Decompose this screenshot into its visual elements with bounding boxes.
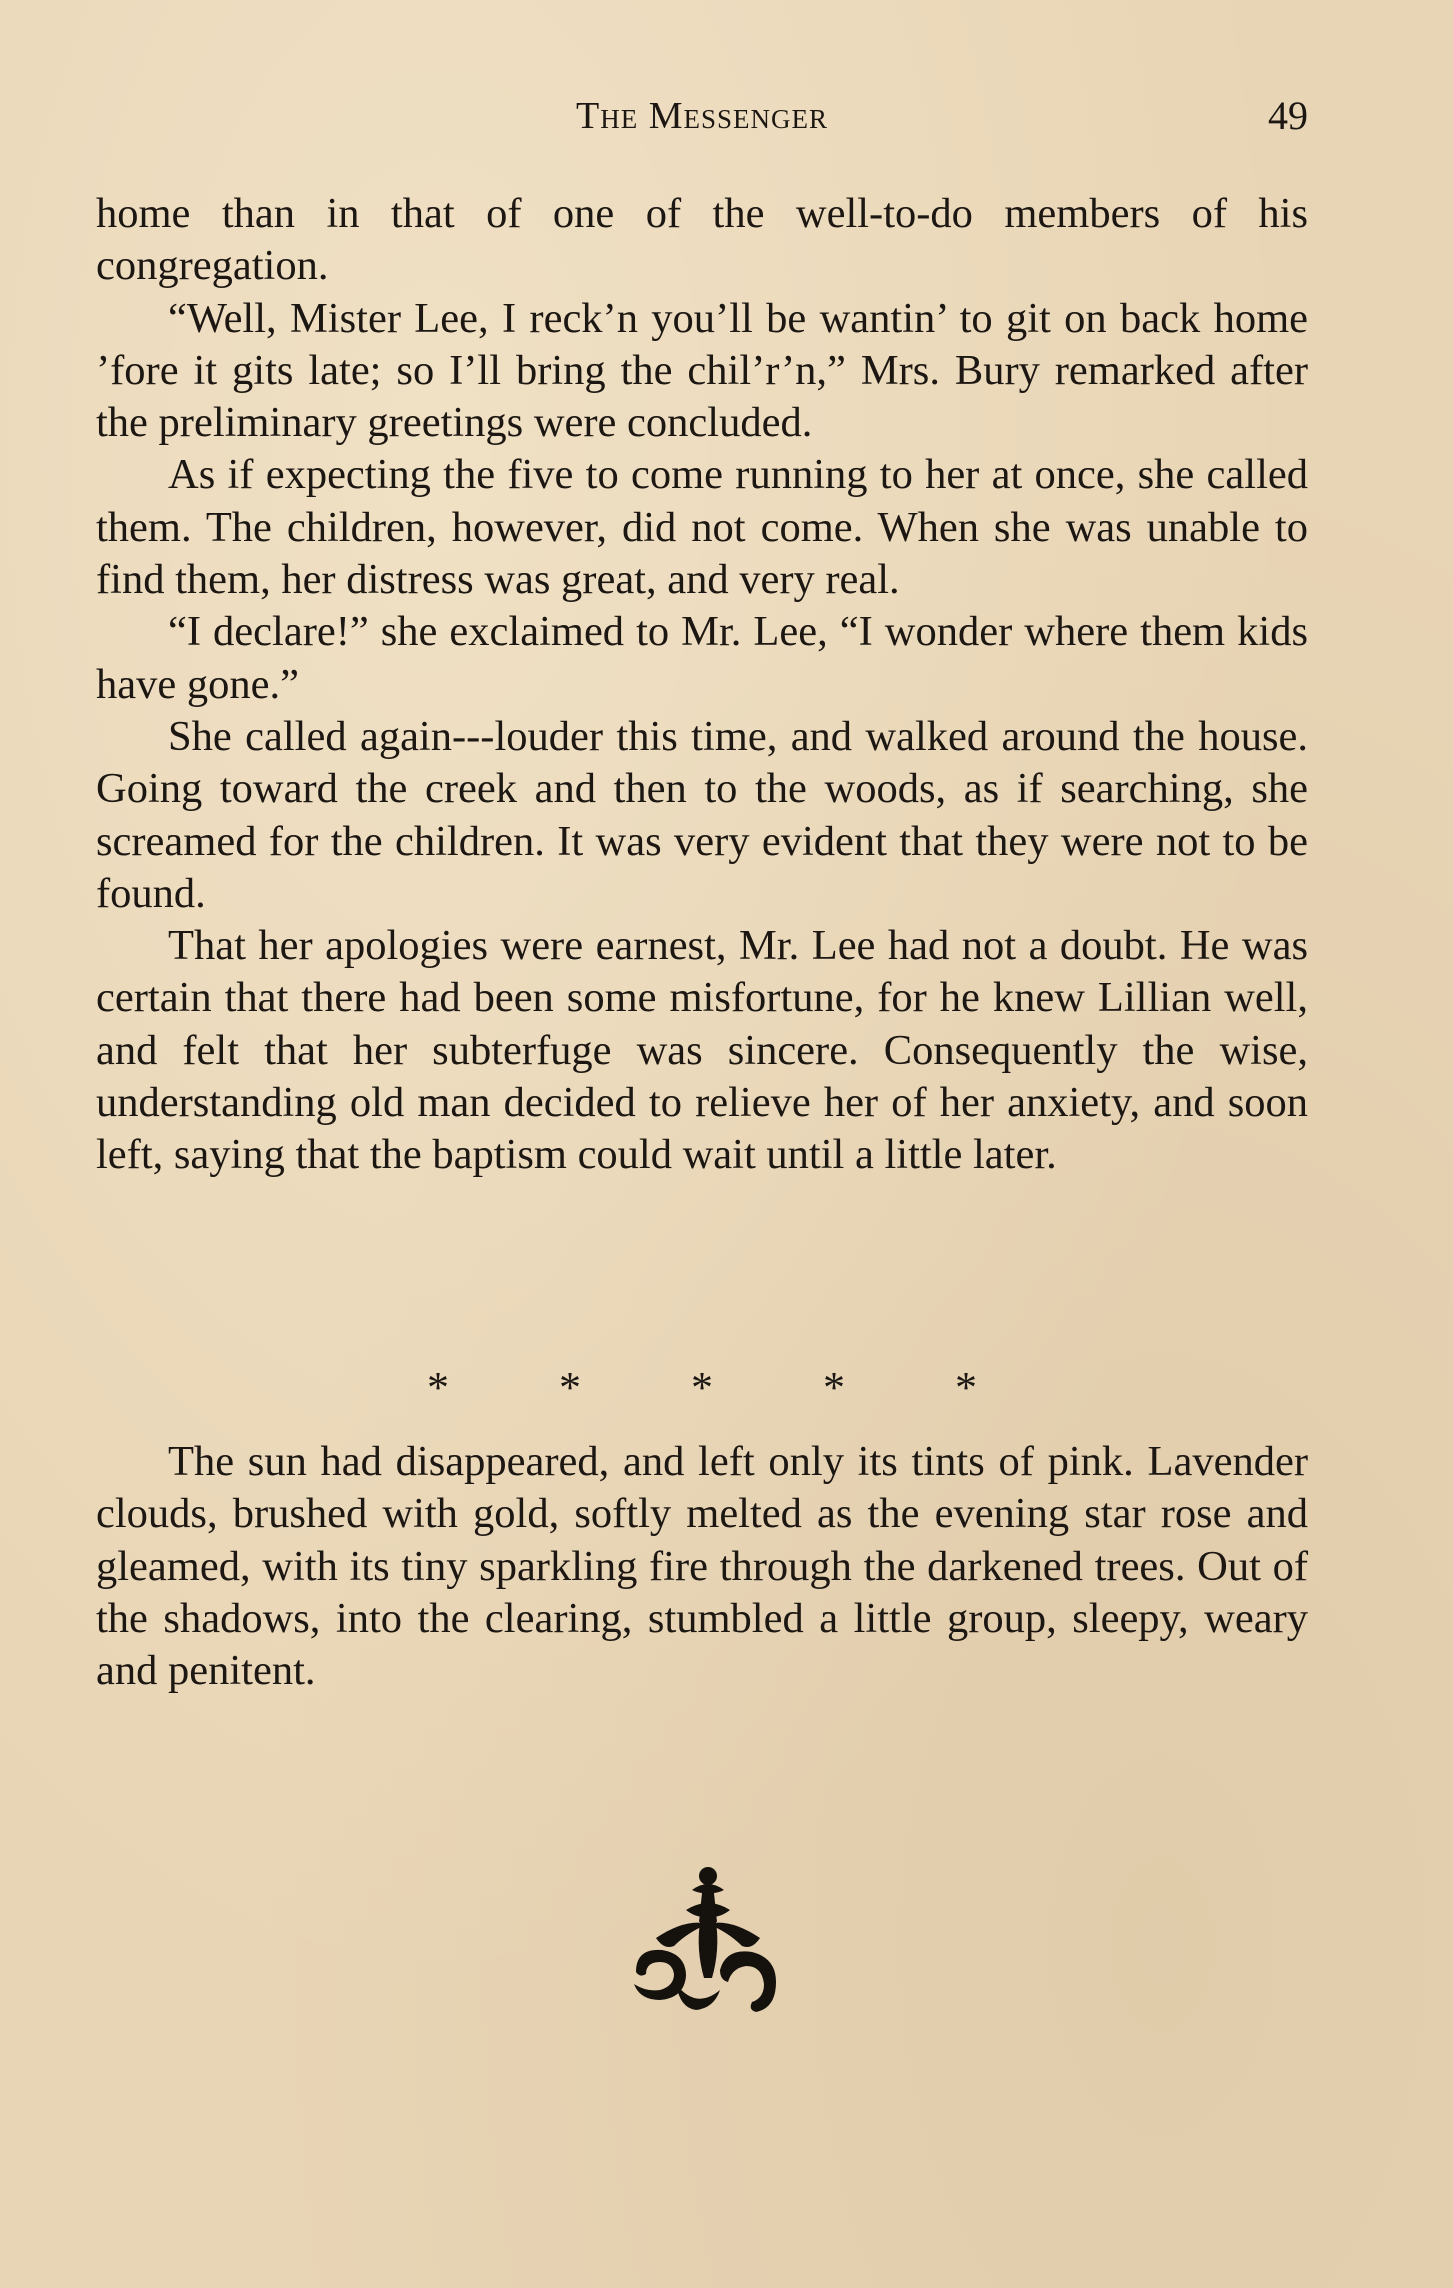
asterisk: *	[559, 1363, 581, 1412]
page-number: 49	[1268, 93, 1308, 138]
tailpiece-ornament-icon	[616, 1860, 796, 2040]
closing-paragraph: The sun had disappeared, and left only its tints of pink. Lavender clouds, brushed with gold, softly melted as the evening star rose and gleamed, with its tiny sparkling fire through the darkened trees. Out of the shadows, into the clearing, stumbled a little group, sleepy, weary and penitent.	[96, 1438, 1308, 1695]
running-title: The Messenger	[575, 95, 828, 137]
running-head	[96, 86, 1308, 146]
paragraph: She called again---louder this time, and walked around the house. Going toward the creek and then to the woods, as if searching, she screamed for the children. It was very evident that they were not to be found.	[96, 712, 1308, 917]
paragraph: As if expecting the five to come running to her at once, she called them. The children, however, did not come. When she was unable to find them, her distress was great, and very real.	[96, 451, 1308, 604]
asterisk: *	[823, 1363, 845, 1412]
closing-text	[96, 1436, 1308, 1697]
asterisk: *	[955, 1363, 977, 1412]
paragraph: “I declare!” she exclaimed to Mr. Lee, “I wonder where them kids have gone.”	[96, 608, 1308, 708]
book-page	[96, 0, 1308, 2288]
asterisk: *	[691, 1363, 713, 1412]
paragraph: “Well, Mister Lee, I reck’n you’ll be wantin’ to git on back home ’fore it gits late; so I’ll bring the chil’r’n,” Mrs. Bury remarked after the preliminary greetings were concluded.	[96, 294, 1308, 447]
body-text	[96, 188, 1308, 1182]
paragraph-continuation: home than in that of one of the well-to-do members of his congregation.	[96, 190, 1308, 290]
paragraph: That her apologies were earnest, Mr. Lee had not a doubt. He was certain that there had been some misfortune, for he knew Lillian well, and felt that her subterfuge was sincere. Consequently the wise, understanding old man decided to relieve her of her anxiety, and soon left, saying that the baptism could wait until a little later.	[96, 922, 1308, 1179]
asterisk: *	[427, 1363, 449, 1412]
section-break-asterisks	[96, 1358, 1308, 1418]
